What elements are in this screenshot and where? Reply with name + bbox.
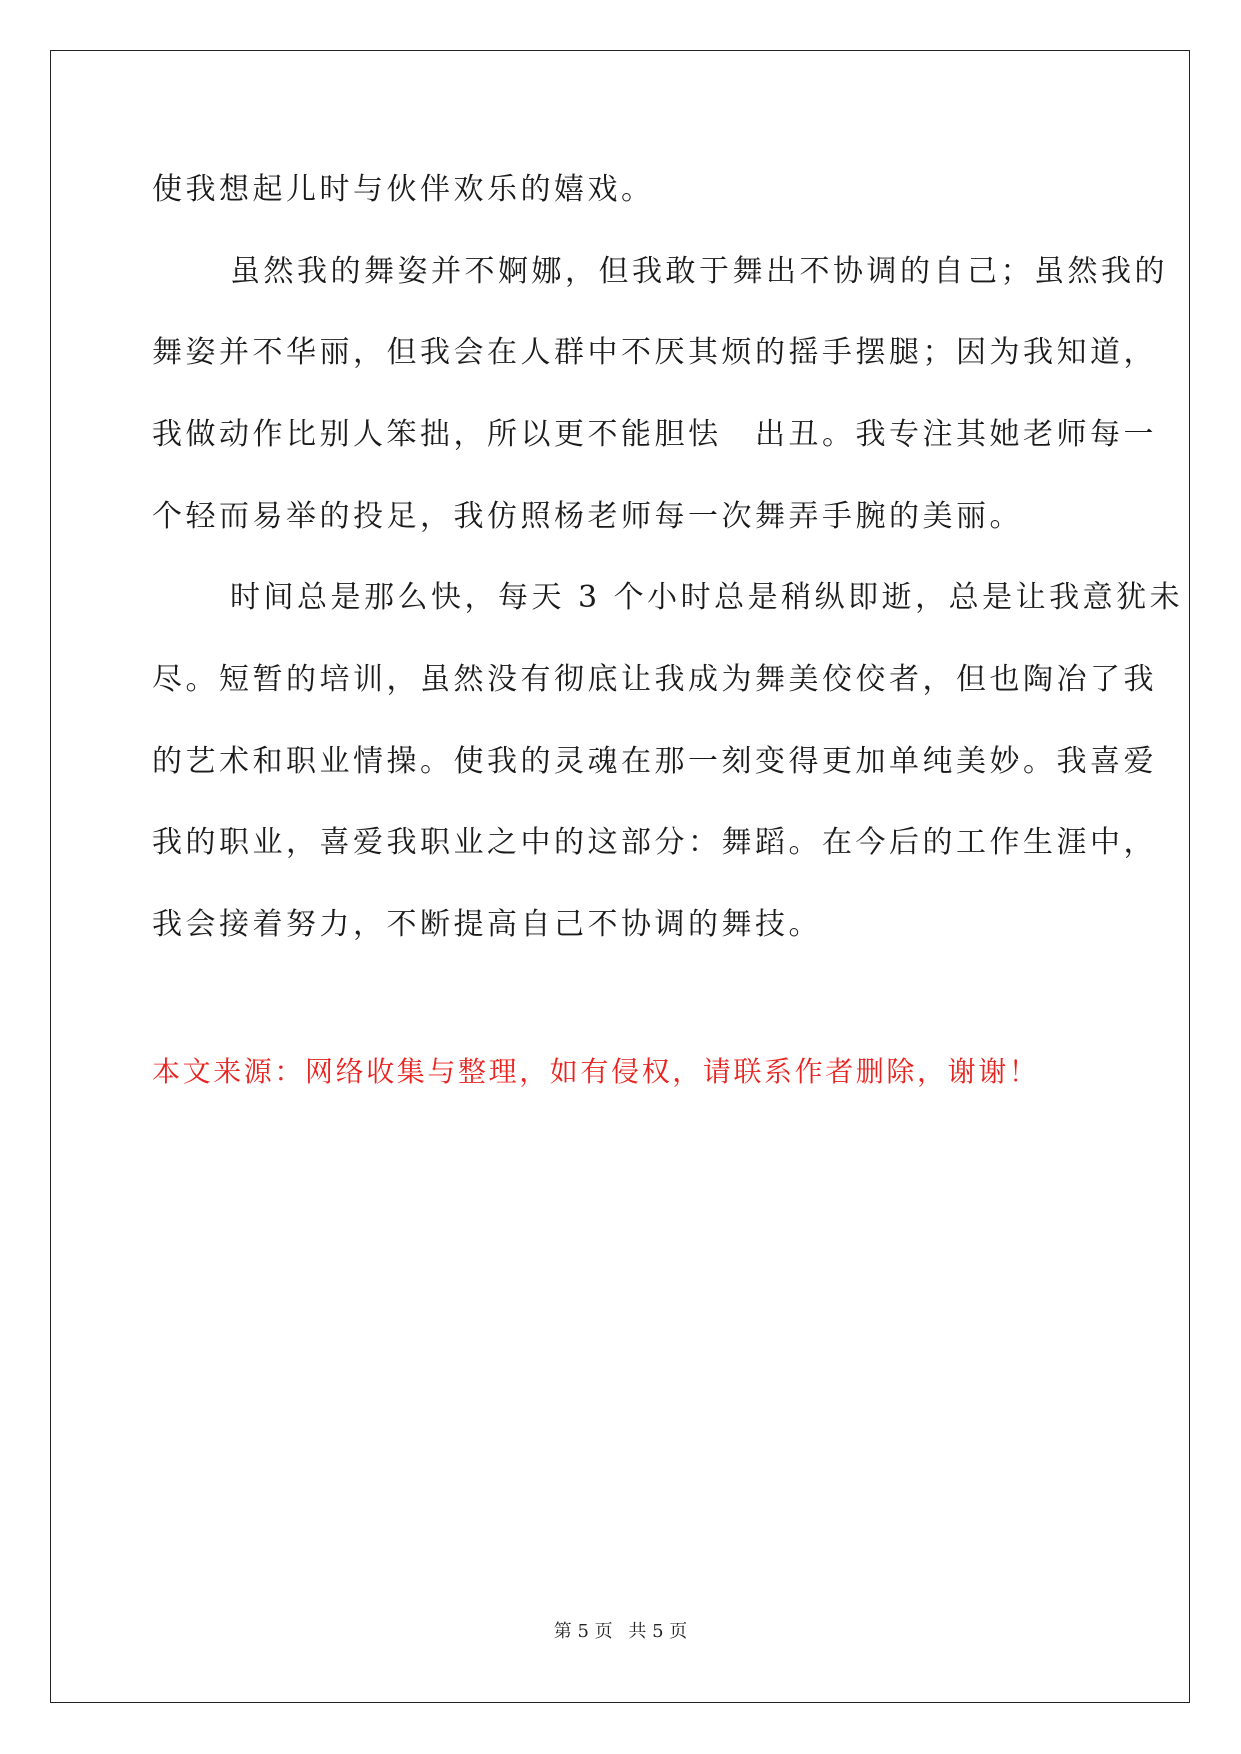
body-line-10: 我会接着努力，不断提高自己不协调的舞技。 xyxy=(152,907,822,942)
body-line-5: 个轻而易举的投足，我仿照杨老师每一次舞弄手腕的美丽。 xyxy=(152,499,1023,534)
source-note: 本文来源：网络收集与整理，如有侵权，请联系作者删除，谢谢！ xyxy=(152,1055,1040,1088)
page-number-current: 第 5 页 xyxy=(553,1621,613,1642)
body-line-8: 的艺术和职业情操。使我的灵魂在那一刻变得更加单纯美妙。我喜爱 xyxy=(152,744,1157,779)
page-number-total: 共 5 页 xyxy=(628,1621,688,1642)
page-border xyxy=(50,50,1190,1703)
body-line-3: 舞姿并不华丽，但我会在人群中不厌其烦的摇手摆腿；因为我知道， xyxy=(152,335,1157,370)
body-line-2: 虽然我的舞姿并不婀娜，但我敢于舞出不协调的自己；虽然我的 xyxy=(230,254,1168,289)
body-line-1: 使我想起儿时与伙伴欢乐的嬉戏。 xyxy=(152,172,655,207)
body-line-7: 尽。短暂的培训，虽然没有彻底让我成为舞美佼佼者，但也陶冶了我 xyxy=(152,662,1157,697)
body-line-4: 我做动作比别人笨拙，所以更不能胆怯 出丑。我专注其她老师每一 xyxy=(152,417,1157,452)
body-line-6: 时间总是那么快，每天 3 个小时总是稍纵即逝，总是让我意犹未 xyxy=(230,580,1184,615)
body-line-9: 我的职业，喜爱我职业之中的这部分：舞蹈。在今后的工作生涯中， xyxy=(152,825,1157,860)
page-footer xyxy=(0,1621,1241,1643)
